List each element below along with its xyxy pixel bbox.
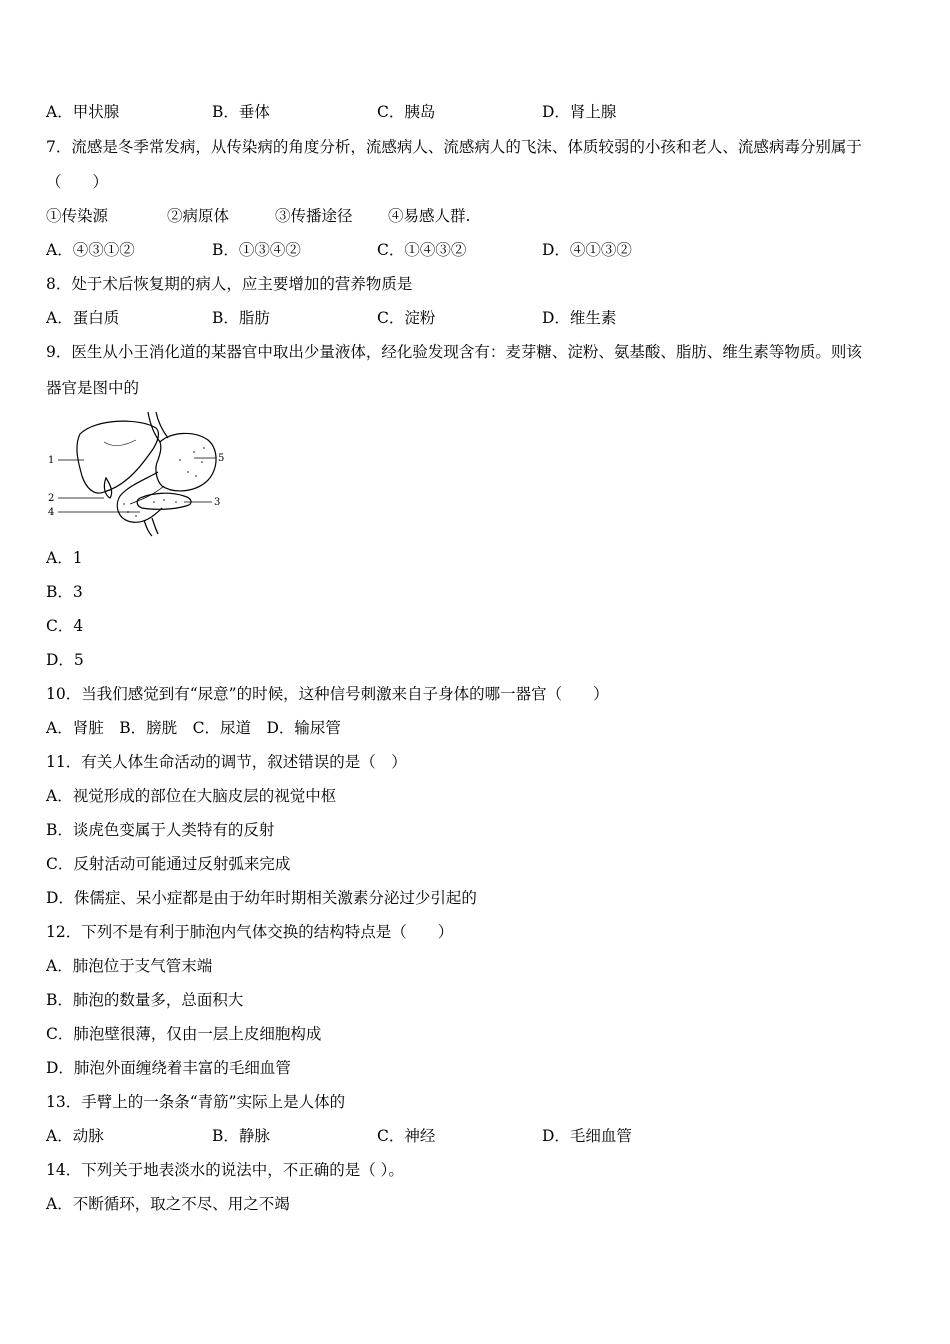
q12-option-b[interactable]: B．肺泡的数量多，总面积大 bbox=[46, 991, 244, 1009]
q7-option-c[interactable]: C．①④③② bbox=[377, 241, 467, 259]
q13-option-b[interactable]: B．静脉 bbox=[212, 1127, 270, 1145]
q11-option-c[interactable]: C．反射活动可能通过反射弧来完成 bbox=[46, 855, 291, 873]
q7-item-1: ①传染源 bbox=[46, 207, 109, 225]
q8-option-d[interactable]: D．维生素 bbox=[542, 309, 617, 327]
q7-items bbox=[46, 206, 906, 226]
q7-option-b[interactable]: B．①③④② bbox=[212, 241, 301, 259]
q7-item-3: ③传播途径 bbox=[275, 207, 353, 225]
q10-stem: 10．当我们感觉到有“尿意”的时候，这种信号刺激来自子身体的哪一器官（ ） bbox=[46, 685, 609, 703]
q11-option-b[interactable]: B．谈虎色变属于人类特有的反射 bbox=[46, 821, 275, 839]
label-5: 5 bbox=[218, 453, 225, 464]
label-4: 4 bbox=[48, 507, 55, 518]
q12-option-d[interactable]: D．肺泡外面缠绕着丰富的毛细血管 bbox=[46, 1059, 291, 1077]
duodenum-shape bbox=[117, 472, 162, 522]
pancreas-shape bbox=[137, 493, 191, 509]
q6-option-d[interactable]: D．肾上腺 bbox=[542, 103, 617, 121]
q14-option-a[interactable]: A．不断循环，取之不尽、用之不竭 bbox=[46, 1195, 290, 1213]
q8-stem: 8．处于术后恢复期的病人，应主要增加的营养物质是 bbox=[46, 275, 413, 293]
q9-option-c[interactable]: C．4 bbox=[46, 617, 84, 635]
q11-option-a[interactable]: A．视觉形成的部位在大脑皮层的视觉中枢 bbox=[46, 787, 337, 805]
q6-option-b[interactable]: B．垂体 bbox=[212, 103, 270, 121]
q13-option-c[interactable]: C．神经 bbox=[377, 1127, 436, 1145]
q8-option-a[interactable]: A．蛋白质 bbox=[46, 309, 120, 327]
q7-stem: 7．流感是冬季常发病，从传染病的角度分析，流感病人、流感病人的飞沫、体质较弱的小孩和老人、流感病毒分别属于 bbox=[46, 138, 862, 156]
label-1: 1 bbox=[48, 455, 55, 466]
q9-stem-line1: 9．医生从小王消化道的某器官中取出少量液体，经化验发现含有：麦芽糖、淀粉、氨基酸、脂肪、维生素等物质。则该 bbox=[46, 343, 862, 361]
q12-option-c[interactable]: C．肺泡壁很薄，仅由一层上皮细胞构成 bbox=[46, 1025, 322, 1043]
q13-stem: 13．手臂上的一条条“青筋”实际上是人体的 bbox=[46, 1093, 346, 1111]
digestive-organs-figure bbox=[44, 412, 229, 537]
q12-option-a[interactable]: A．肺泡位于支气管末端 bbox=[46, 957, 213, 975]
q9-option-d[interactable]: D．5 bbox=[46, 651, 84, 669]
q7-option-d[interactable]: D．④①③② bbox=[542, 241, 632, 259]
q6-option-a[interactable]: A．甲状腺 bbox=[46, 103, 120, 121]
q9-option-b[interactable]: B．3 bbox=[46, 583, 83, 601]
liver-shape bbox=[77, 421, 158, 493]
q7-options bbox=[46, 240, 906, 260]
q11-option-d[interactable]: D．侏儒症、呆小症都是由于幼年时期相关激素分泌过少引起的 bbox=[46, 889, 477, 907]
q14-stem: 14．下列关于地表淡水的说法中，不正确的是（ ）。 bbox=[46, 1161, 404, 1179]
stomach-shape bbox=[156, 433, 216, 491]
label-3: 3 bbox=[214, 497, 221, 508]
q8-options bbox=[46, 308, 906, 328]
gallbladder-shape bbox=[104, 478, 111, 498]
q7-item-2: ②病原体 bbox=[167, 207, 230, 225]
label-2: 2 bbox=[48, 493, 55, 504]
q10-options[interactable]: A．肾脏 B．膀胱 C．尿道 D．输尿管 bbox=[46, 719, 341, 737]
q11-stem: 11．有关人体生命活动的调节，叙述错误的是（ ） bbox=[46, 753, 407, 771]
q13-option-a[interactable]: A．动脉 bbox=[46, 1127, 104, 1145]
q8-option-b[interactable]: B．脂肪 bbox=[212, 309, 270, 327]
q7-item-4: ④易感人群. bbox=[388, 207, 471, 225]
q8-option-c[interactable]: C．淀粉 bbox=[377, 309, 436, 327]
q12-stem: 12．下列不是有利于肺泡内气体交换的结构特点是（ ） bbox=[46, 923, 454, 941]
q13-options bbox=[46, 1126, 906, 1146]
q6-options bbox=[46, 102, 906, 122]
q9-option-a[interactable]: A．1 bbox=[46, 549, 83, 567]
q6-option-c[interactable]: C．胰岛 bbox=[377, 103, 436, 121]
q7-option-a[interactable]: A．④③①② bbox=[46, 241, 135, 259]
q13-option-d[interactable]: D．毛细血管 bbox=[542, 1127, 632, 1145]
q9-stem-line2: 器官是图中的 bbox=[46, 379, 140, 397]
q7-paren: （ ） bbox=[46, 173, 109, 191]
